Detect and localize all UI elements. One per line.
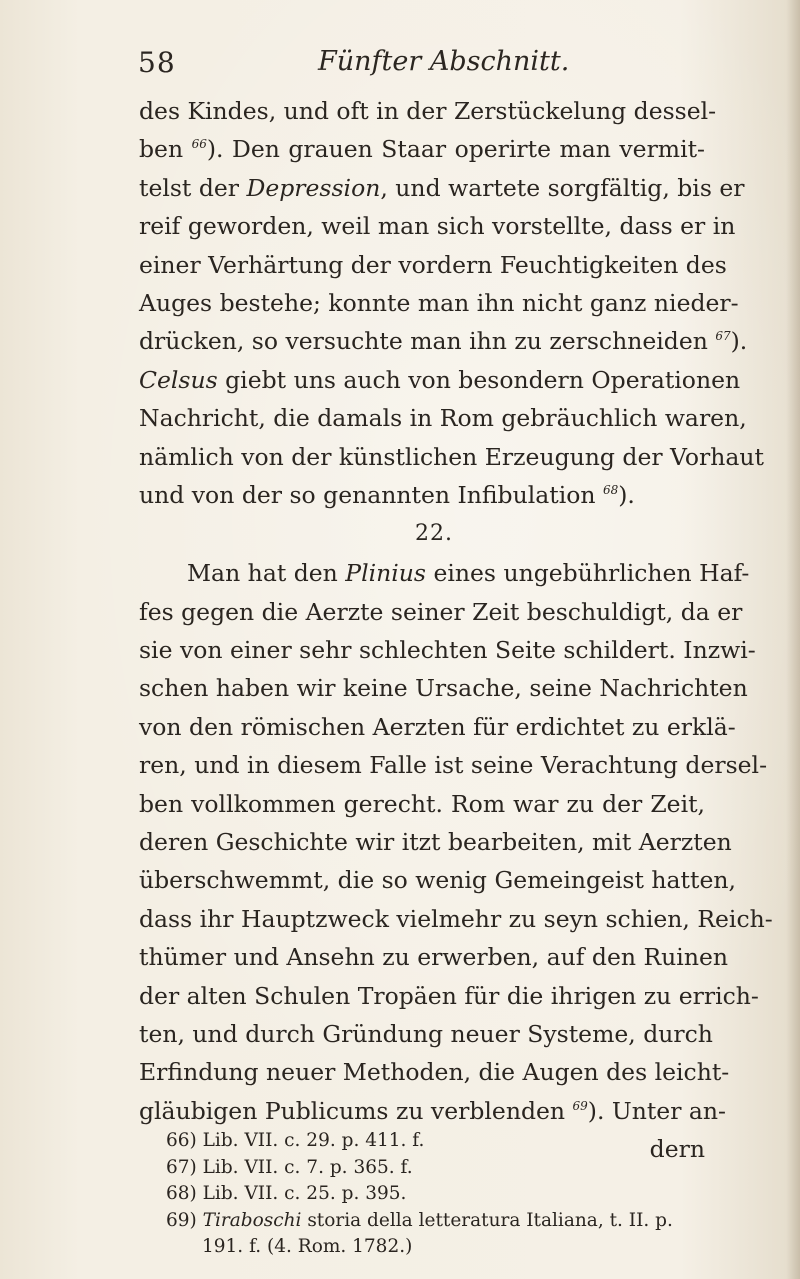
text-line: und von der so genannten Infibulation $^{68}$). [139,480,635,509]
text-line: drücken, so versuchte man ihn zu zerschneiden $^{67}$). [139,327,748,356]
text-line: thümer und Ansehn zu erwerben, auf den Ruinen [139,943,729,972]
text-line: der alten Schulen Tropäen für die ihrigen zu errich- [139,981,759,1010]
text-line: sie von einer sehr schlechten Seite schildert. Inzwi- [139,636,756,665]
text-line: Man hat den Plinius eines ungebührlichen Haf- [187,559,750,588]
text-line: reif geworden, weil man sich vorstellte, dass er in [139,212,736,241]
catchword: dern [649,1135,705,1164]
page-number: 58 [138,46,176,79]
text-line: nämlich von der künstlichen Erzeugung der Vorhaut [139,442,764,471]
footnotes [166,1128,706,1261]
text-line: dass ihr Hauptzweck vielmehr zu seyn schien, Reich- [139,904,773,933]
text-line: deren Geschichte wir itzt bearbeiten, mit Aerzten [139,828,732,857]
text-line: ren, und in diesem Falle ist seine Verachtung dersel- [139,751,768,780]
italic-name: Plinius [345,559,426,588]
text-line: überschwemmt, die so wenig Gemeingeist hatten, [139,866,736,895]
footnote: 66) Lib. VII. c. 29. p. 411. f. [166,1130,425,1151]
italic-author: Tiraboschi [202,1209,302,1231]
footnote: 69) Tiraboschi storia della letteratura Italiana, t. II. p. [166,1209,673,1231]
text-line: schen haben wir keine Ursache, seine Nachrichten [139,674,748,703]
text-line: gläubigen Publicums zu verblenden $^{69}$). Unter an- [139,1096,726,1125]
main-text [139,92,773,1169]
text-line: ten, und durch Gründung neuer Systeme, durch [139,1019,713,1048]
text-line: ben $^{66}$). Den grauen Staar operirte man vermit- [139,135,705,164]
running-title: Fünfter Abschnitt. [318,46,570,77]
footnote: 67) Lib. VII. c. 7. p. 365. f. [166,1156,413,1178]
text-line: Auges bestehe; konnte man ihn nicht ganz nieder- [139,288,739,317]
italic-name: Celsus [139,365,218,394]
section-number: 22. [415,521,453,547]
text-line: von den römischen Aerzten für erdichtet zu erklä- [139,712,736,741]
text-line: Erfindung neuer Methoden, die Augen des leicht- [139,1058,730,1087]
footnote-ref: 67 [715,329,731,344]
footnote-ref: 69 [572,1098,588,1113]
footnote-ref: 66 [191,137,207,152]
footnote: 68) Lib. VII. c. 25. p. 395. [166,1183,407,1204]
page-header [138,46,698,86]
text-line: einer Verhärtung der vordern Feuchtigkeiten des [139,250,727,279]
text-line: fes gegen die Aerzte seiner Zeit beschuldigt, da er [139,597,743,626]
text-line: Nachricht, die damals in Rom gebräuchlich waren, [139,404,747,433]
text-line: ben vollkommen gerecht. Rom war zu der Zeit, [139,789,705,818]
text-line: telst der Depression, und wartete sorgfältig, bis er [139,173,745,202]
text-line: des Kindes, und oft in der Zerstückelung dessel- [139,97,717,125]
footnote-ref: 68 [602,483,619,498]
page-edge-shadow [786,0,800,1279]
text-line: Celsus giebt uns auch von besondern Operationen [139,365,741,394]
footnote-continuation: 191. f. (4. Rom. 1782.) [202,1236,413,1257]
italic-term: Depression [246,173,381,202]
